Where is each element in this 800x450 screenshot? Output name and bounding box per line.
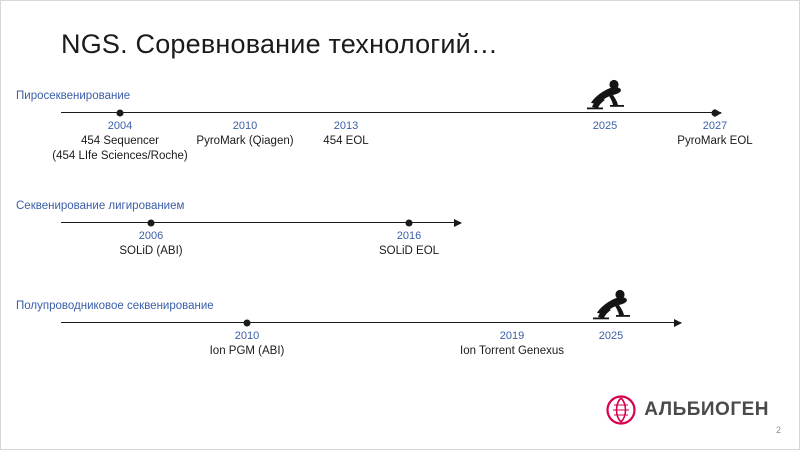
timeline-event-label: SOLiD EOL xyxy=(378,245,440,257)
company-logo xyxy=(606,395,769,425)
timeline-year: 2006 xyxy=(138,230,164,242)
timeline-event-label: PyroMark EOL xyxy=(677,135,753,147)
timeline-event-label: 454 EOL xyxy=(323,135,369,147)
timeline-heading: Секвенирование лигированием xyxy=(16,200,185,212)
speed-skater-icon xyxy=(583,78,627,117)
timeline-event-label: Ion Torrent Genexus xyxy=(460,345,564,357)
timeline-year: 2019 xyxy=(499,330,525,342)
logo-text: АЛЬБИОГЕН xyxy=(644,399,769,420)
timeline-year: 2025 xyxy=(592,120,618,132)
timeline-node xyxy=(117,109,124,116)
timeline-year: 2016 xyxy=(396,230,422,242)
timeline-axis xyxy=(61,222,461,223)
timeline-event-label: Ion PGM (ABI) xyxy=(209,345,285,357)
timeline-node xyxy=(712,109,719,116)
timeline-node xyxy=(148,219,155,226)
timeline-event-label: 454 Sequencer (454 LIfe Sciences/Roche) xyxy=(52,135,188,162)
timeline-heading: Пиросеквенирование xyxy=(16,90,131,102)
timeline-year: 2027 xyxy=(702,120,728,132)
albiogen-mark-icon xyxy=(606,395,636,425)
timeline-year: 2004 xyxy=(107,120,133,132)
timeline-event-label: PyroMark (Qiagen) xyxy=(196,135,294,147)
page-number: 2 xyxy=(775,425,781,435)
timeline-axis xyxy=(61,322,681,323)
timeline-event-label: SOLiD (ABI) xyxy=(119,245,183,257)
timeline-year: 2010 xyxy=(234,330,260,342)
timeline-node xyxy=(406,219,413,226)
timeline-year: 2025 xyxy=(598,330,624,342)
timeline-year: 2010 xyxy=(232,120,258,132)
timeline-heading: Полупроводниковое секвенирование xyxy=(16,300,214,312)
speed-skater-icon xyxy=(589,288,633,327)
timeline-node xyxy=(244,319,251,326)
page-title: NGS. Соревнование технологий… xyxy=(61,29,499,59)
timeline-year: 2013 xyxy=(333,120,359,132)
